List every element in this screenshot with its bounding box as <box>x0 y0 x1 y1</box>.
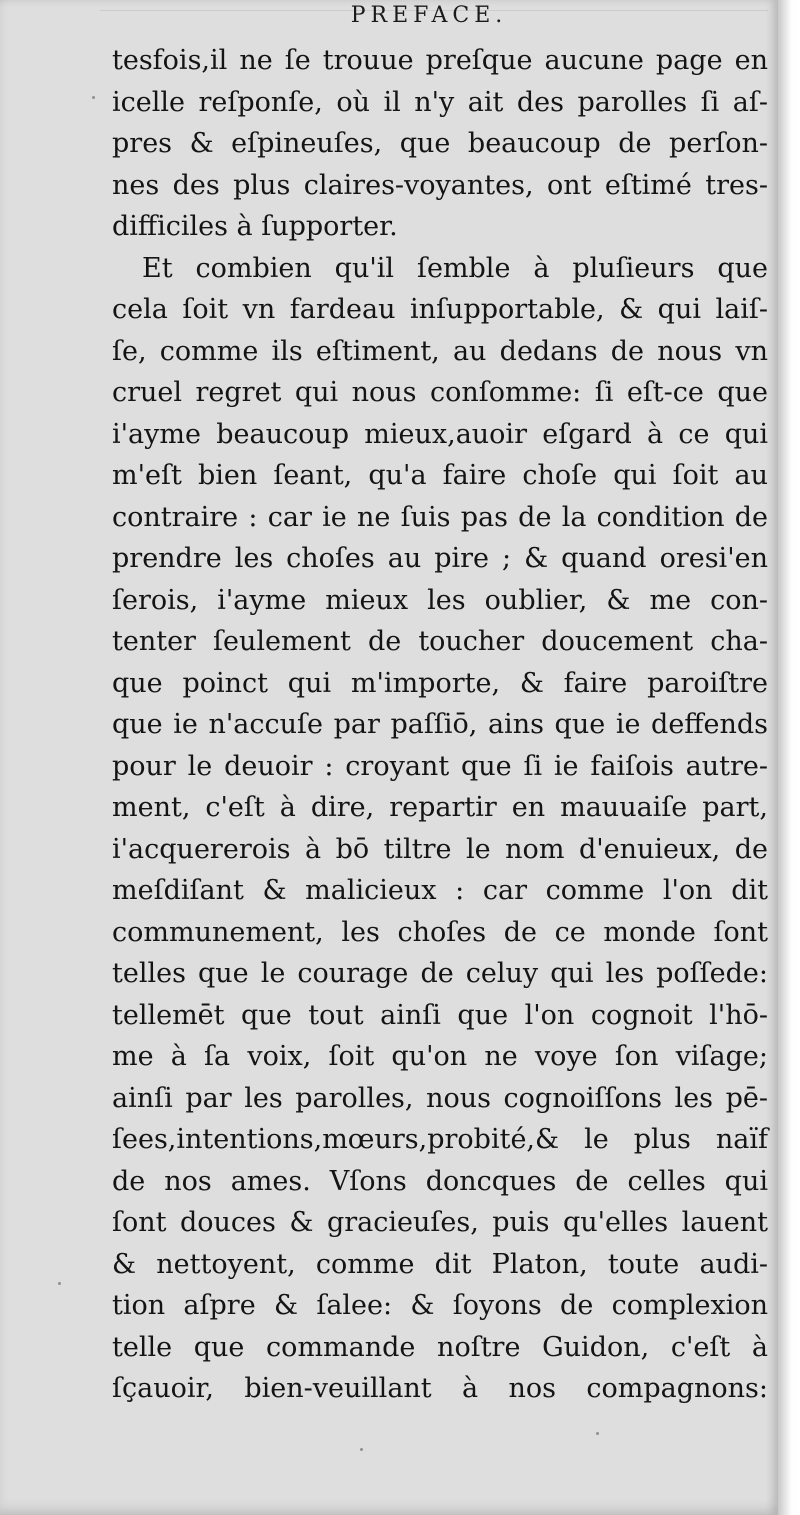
text-line: pour le deuoir : croyant que ſi ie faiſois autre- <box>112 750 768 782</box>
text-line: pres & eſpineuſes, que beaucoup de perſon- <box>112 128 768 159</box>
text-line: prendre les choſes au pire ; & quand oresi'en <box>112 543 768 574</box>
text-line: tesfois,il ne ſe trouue preſque aucune page en <box>112 45 768 76</box>
text-line: ment, c'eſt à dire, repartir en mauuaiſe part, <box>112 792 768 823</box>
text-line: m'eſt bien ſeant, qu'a faire choſe qui ſoit au <box>112 460 768 491</box>
text-line: nes des plus claires-voyantes, ont eſtimé tres- <box>112 169 768 201</box>
text-line: me à ſa voix, ſoit qu'on ne voye ſon viſage; <box>112 1041 768 1072</box>
text-line: ainſi par les parolles, nous cognoiſſons les pē- <box>112 1082 768 1114</box>
ink-speck <box>58 1282 61 1285</box>
text-line: ſees,intentions,mœurs,probité,& le plus naïf <box>112 1124 768 1155</box>
text-line: ſe, comme ils eſtiment, au dedans de nous vn <box>112 335 768 367</box>
text-line: i'acquererois à bō tiltre le nom d'enuieux, de <box>112 833 768 865</box>
ink-speck <box>596 1432 599 1435</box>
ink-speck <box>92 96 95 99</box>
body-text <box>112 40 768 1410</box>
text-line: de nos ames. Vſons doncques de celles qui <box>112 1165 768 1197</box>
text-line: contraire : car ie ne ſuis pas de la condition de <box>112 501 768 533</box>
text-line: telles que le courage de celuy qui les poſſede: <box>112 958 768 989</box>
paragraph-end-line: difficiles à ſupporter. <box>112 211 398 242</box>
text-line: cela ſoit vn fardeau inſupportable, & qui laiſ- <box>112 294 768 325</box>
text-line: icelle reſponſe, où il n'y ait des parolles ſi aſ- <box>112 86 768 118</box>
text-line: que poinct qui m'importe, & faire paroiſtre <box>112 667 768 699</box>
text-line: & nettoyent, comme dit Platon, toute audi- <box>112 1248 768 1280</box>
page-edge <box>778 0 800 1515</box>
text-line: tion aſpre & ſalee: & ſoyons de complexion <box>112 1290 768 1321</box>
text-line: que ie n'accuſe par paſſiō, ains que ie deffends <box>112 709 768 740</box>
text-line: telle que commande noſtre Guidon, c'eſt à <box>112 1331 768 1363</box>
text-line: tellemēt que tout ainſi que l'on cognoit l'hō- <box>112 999 768 1031</box>
text-line: meſdiſant & malicieux : car comme l'on dit <box>112 875 768 906</box>
ink-speck <box>360 1448 363 1451</box>
paragraph-start-line: Et combien qu'il ſemble à pluſieurs que <box>142 252 768 284</box>
text-line: cruel regret qui nous conſomme: ſi eſt-ce que <box>112 377 768 408</box>
text-line: ſont douces & gracieuſes, puis qu'elles lauent <box>112 1207 768 1238</box>
running-head: PREFACE. <box>350 3 508 28</box>
text-line: ſçauoir, bien-veuillant à nos compagnons: <box>112 1373 768 1404</box>
text-line: tenter ſeulement de toucher doucement cha- <box>112 626 768 657</box>
text-line: i'ayme beaucoup mieux,auoir eſgard à ce qui <box>112 418 768 450</box>
text-line: ſerois, i'ayme mieux les oublier, & me con- <box>112 584 768 616</box>
text-line: communement, les choſes de ce monde ſont <box>112 916 768 948</box>
